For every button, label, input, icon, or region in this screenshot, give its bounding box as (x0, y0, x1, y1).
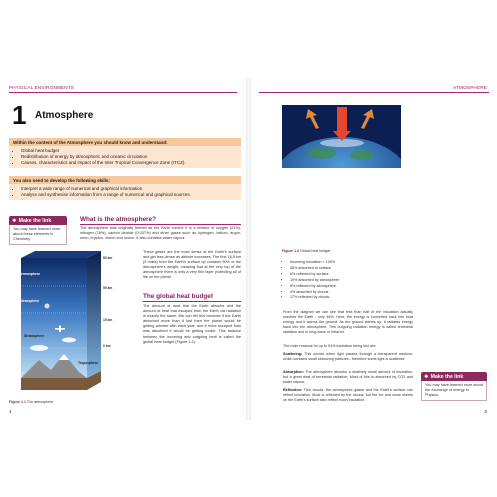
skills-list (9, 184, 241, 200)
global-heat-budget-figure (282, 105, 401, 168)
make-link-title: Make the link (18, 217, 52, 224)
layer-label: Thermosphere (17, 272, 40, 276)
diagram-label: 6% reflected by surface (284, 205, 306, 213)
list-item: • Incoming insolation = 100% (290, 260, 339, 266)
diagram-label: 19% absorbed by atmosphere (336, 213, 362, 221)
page-number-right: 5 (484, 409, 487, 414)
atmosphere-paragraph-2: These gases are the most dense at the Earth's surface and get less dense as altitude increases. The first 16.5 km (9 miles) from the Earth's surface up contains 90% of the atmosphere's weight, meaning that at the very top of the atmosphere there is only a very thin layer protecting all of life on the planet. (143, 250, 241, 280)
section-title-atmosphere: What is the atmosphere? (80, 216, 156, 223)
knowledge-list (9, 146, 241, 168)
figure-caption-1: Figure 1.1 The atmosphere (9, 400, 54, 404)
atmosphere-paragraph-1: The atmosphere was originally formed as the Earth cooled; it is a mixture of oxygen (21%), nitrogen (78%), carbon dioxide (0.037%) and other gases such as hydrogen, helium, argon, neon, krypton, xenon and ozone. It also contains water vapour. (80, 226, 241, 241)
header-rule-right (259, 92, 489, 93)
right-paragraph-2: The main reasons for up to 54% insolation being lost are: (283, 344, 377, 348)
chapter-title: Atmosphere (35, 110, 94, 121)
link-icon: ❖ (424, 373, 429, 380)
list-item: • Redistribution of energy by atmospheric and oceanic circulation (21, 154, 237, 160)
book-spread (0, 78, 497, 420)
running-header-left: PHYSICAL ENVIRONMENTS (9, 85, 75, 90)
figure-caption-2: Figure 1.2 Global heat budget (282, 249, 331, 253)
make-link-text: You may have learned more about the exchange of energy in Physics. (421, 381, 487, 401)
skills-box (9, 176, 241, 200)
page-number-left: 4 (9, 409, 12, 414)
altitude-label: 50 km (103, 286, 113, 290)
absorption-paragraph: Absorption: The atmosphere absorbs a relatively small amount of insolation, but a great deal of terrestrial radiation. Most of this is absorbed by CO2 and water vapour. (283, 370, 413, 384)
diagram-label: 8% reflected by atmosphere (370, 202, 392, 210)
section-title-heat-budget: The global heat budget (143, 293, 213, 300)
list-item: • 6% reflected by surface (290, 272, 339, 278)
diagram-label: 100% incoming insolation (342, 186, 378, 190)
make-the-link-right (421, 372, 487, 401)
running-header-right: ATMOSPHERE (453, 85, 487, 90)
balloon-icon (45, 304, 50, 309)
list-item: • 8% reflected by atmosphere (290, 284, 339, 290)
altitude-label: 0 km (103, 344, 111, 348)
diagram-label: 17% reflected by clouds (307, 186, 331, 194)
make-link-title: Make the link (430, 373, 464, 380)
reflection-paragraph: Reflection: Thin clouds, the atmospheric gases and the Earth's surface can reflect insolation. Most is reflected by the clouds, but the ice and snow sheets on the Earth's surface also reflect much insolation. (283, 388, 413, 402)
diagram-label: 46% absorbed at surface (368, 219, 392, 227)
layer-label: Troposphere (78, 361, 98, 365)
chapter-number: 1 (12, 100, 27, 130)
atmosphere-layers-figure (9, 248, 109, 398)
continent-shape (308, 147, 336, 159)
section-rule (80, 224, 241, 225)
cloud-icon (62, 338, 76, 343)
list-item: • Interpret a wide range of numerical and graphical information (21, 186, 237, 192)
sky-side (87, 251, 101, 378)
section-rule (143, 301, 241, 302)
sky-front (21, 258, 87, 378)
figure-top-face (21, 251, 101, 258)
link-icon: ❖ (12, 217, 17, 224)
make-link-text: You may have learned more about these elements in Chemistry. (9, 225, 67, 245)
knowledge-box (9, 138, 241, 168)
continent-shape (350, 150, 374, 160)
altitude-label: 15 km (103, 318, 113, 322)
header-rule-left (9, 92, 237, 93)
left-page (0, 78, 246, 420)
scattering-paragraph: Scattering: This occurs when light passes through a transparent medium, which contains small obscuring particles - therefore some light is scattered. (283, 352, 413, 361)
skills-box-heading: You also need to develop the following skills: (9, 176, 241, 184)
diagram-label: 4% absorbed by clouds (315, 214, 335, 222)
layer-label: Stratosphere (24, 334, 45, 338)
layer-label: Mesosphere (20, 299, 40, 303)
heat-budget-list (283, 260, 339, 301)
list-item: • 19% absorbed by atmosphere (290, 278, 339, 284)
list-item: • 17% reflected by clouds. (290, 295, 339, 301)
list-item: • Global heat budget (21, 148, 237, 154)
list-item: • Causes, characteristics and impact of the Inter Tropical Convergence Zone (ITCZ). (21, 160, 237, 166)
right-paragraph-1: From the diagram we can see that less than half of the insolation actually reaches the Earth - only 46%. Here, the energy is converted back into heat energy and it warms the ground. As the ground warms up, it radiates energy back into the atmosphere. This outgoing radiation energy is called terrestrial radiation and is long-wave or infrared. (283, 310, 413, 334)
list-item: • 4% absorbed by clouds (290, 290, 339, 296)
heat-budget-paragraph: The amount of heat that the Earth absorbs and the amount of heat that escapes from the Earth via radiation is exactly the same. We can tell this because if the Earth absorbed more than it lost then the planet would be getting warmer with each year, and if more escaped than was absorbed it would be getting cooler. This balance between the incoming and outgoing heat is called the global heat budget (Figure 1.2). (143, 304, 241, 344)
knowledge-box-heading: Within the content of the Atmosphere you should know and understand: (9, 138, 241, 146)
list-item: • 46% absorbed at surface (290, 266, 339, 272)
altitude-label: 80 km (103, 256, 113, 260)
list-item: • Analyse and synthesise information from a range of numerical and graphical sources. (21, 192, 237, 198)
make-the-link-left (9, 216, 67, 245)
